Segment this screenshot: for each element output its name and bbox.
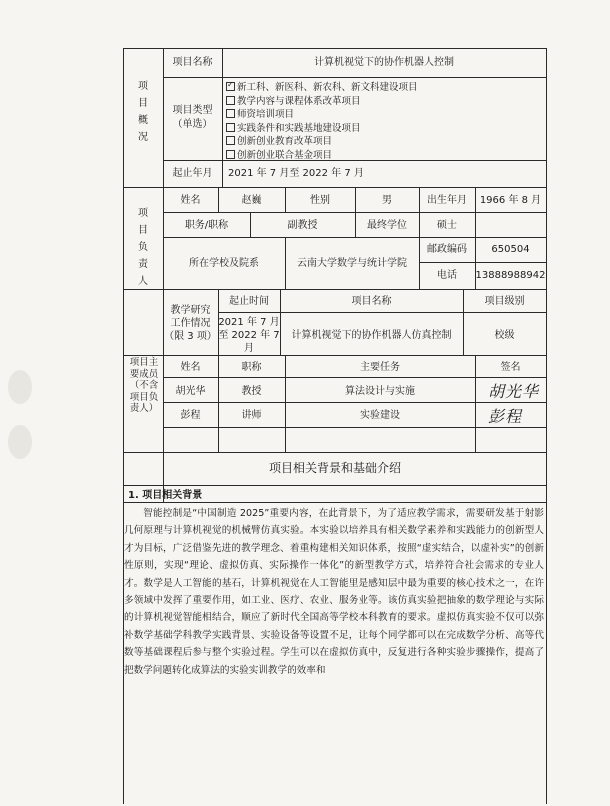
birth-value: 1966 年 8 月 <box>479 195 542 206</box>
grid-line <box>123 502 547 503</box>
research-label: 工作情况 <box>170 318 211 329</box>
member-signature: 胡光华 <box>488 382 540 401</box>
period-value: 2021 年 7 月至 2022 年 7 月 <box>228 168 364 179</box>
gender-label: 性别 <box>310 195 330 206</box>
grid-line <box>123 187 547 188</box>
postcode-value: 650504 <box>491 244 530 255</box>
period-label: 起止年月 <box>172 168 213 179</box>
type-option[interactable]: 创新创业联合基金项目 <box>226 149 418 163</box>
research-row-time: 2021 年 7 月 <box>218 317 280 328</box>
checkbox-icon[interactable] <box>226 96 235 105</box>
gender-value: 男 <box>382 195 392 206</box>
grid-line <box>218 312 547 313</box>
job-title-label: 职务/职称 <box>184 220 229 231</box>
scan-smudge <box>8 370 32 404</box>
grid-line <box>163 77 547 78</box>
project-name-label: 项目名称 <box>172 57 213 68</box>
table-top-border <box>123 48 547 49</box>
research-col-name: 项目名称 <box>351 296 392 307</box>
birth-label: 出生年月 <box>427 195 467 206</box>
research-row-name: 计算机视觉下的协作机器人仿真控制 <box>291 330 452 341</box>
type-option[interactable]: 实践条件和实践基地建设项目 <box>226 122 418 136</box>
member-name: 胡光华 <box>175 386 206 397</box>
project-type-note: （单选） <box>172 119 213 130</box>
section-leader-label: 项目负责人 <box>138 208 148 287</box>
grid-line <box>123 289 547 290</box>
phone-value: 13888988942 <box>475 270 546 281</box>
school-label: 所在学校及院系 <box>189 258 259 269</box>
checkbox-icon[interactable] <box>226 150 235 159</box>
school-value: 云南大学数学与统计学院 <box>297 258 407 269</box>
type-option[interactable]: 教学内容与课程体系改革项目 <box>226 95 418 109</box>
member-task: 实验建设 <box>360 410 400 421</box>
member-col-title: 职称 <box>241 362 262 373</box>
type-option[interactable]: ✓新工科、新医科、新农科、新文科建设项目 <box>226 81 418 95</box>
background-paragraph: 智能控制是“中国制造 2025”重要内容，在此背景下，为了适应教学需求，需要研发基于射影几何原理与计算机视觉的机械臂仿真实验。本实验以培养具有相关数学素养和实践能力的创新型人才为目标，广泛借鉴先进的教学理念、着重构建相关知识体系，按照“虚实结合，以虚补实”的创新性原则，实现“理论、虚拟仿真、实际操作一体化”的新型教学方式，培养符合社会需求的专业人才。数学是人工智能的基石，计算机视觉在人工智能里是感知层中最为重要的核心技术之一，在许多领域中发挥了重要作用，如工业、医疗、农业、服务业等。该仿真实验把抽象的数学理论与实际的计算机视觉智能相结合，顺应了新时代全国高等学校本科教育的要求。虚拟仿真实验不仅可以弥补数学基础学科教学实践背景、实验设备等设置不足，让每个同学都可以在完成数学分析、高等代数等基础课程后参与整个实验过程。学生可以在虚拟仿真中，反复进行各种实验步骤操作，提高了把数学问题转化成算法的实验实训教学的效率和 <box>124 508 544 676</box>
grid-line <box>163 402 547 403</box>
member-signature: 彭程 <box>488 407 523 426</box>
degree-value: 硕士 <box>437 220 457 231</box>
grid-line <box>163 427 547 428</box>
background-subheading: 1. 项目相关背景 <box>128 490 203 501</box>
leader-name-label: 姓名 <box>180 195 201 206</box>
member-title: 教授 <box>241 386 262 397</box>
grid-line <box>123 355 547 356</box>
project-name-value: 计算机视觉下的协作机器人控制 <box>314 57 454 68</box>
checkbox-icon[interactable] <box>226 109 235 118</box>
grid-line <box>419 262 547 263</box>
member-col-sign: 签名 <box>500 362 521 373</box>
leader-name-value: 赵巍 <box>241 195 262 206</box>
type-option[interactable]: 师资培训项目 <box>226 108 418 122</box>
research-row-level: 校级 <box>494 330 515 341</box>
research-label: 教学研究 <box>170 305 211 316</box>
grid-line <box>163 377 547 378</box>
type-option[interactable]: 创新创业教育改革项目 <box>226 135 418 149</box>
project-type-label: 项目类型 <box>172 105 213 116</box>
research-col-time: 起止时间 <box>229 296 269 307</box>
grid-line <box>163 237 547 238</box>
job-title-value: 副教授 <box>287 220 318 231</box>
section-members-label: 项目主要成员（不含项目负责人） <box>129 357 159 414</box>
table-left-border <box>123 48 124 804</box>
member-task: 算法设计与实施 <box>345 386 415 397</box>
scan-smudge <box>8 425 32 459</box>
grid-line <box>123 485 547 486</box>
member-col-name: 姓名 <box>180 362 201 373</box>
grid-line <box>123 452 547 453</box>
postcode-label: 邮政编码 <box>427 244 467 255</box>
member-name: 彭程 <box>180 410 201 421</box>
checkbox-icon[interactable] <box>226 123 235 132</box>
checkbox-checked-icon[interactable] <box>226 82 235 91</box>
research-row-time: 月 <box>244 343 254 354</box>
member-col-task: 主要任务 <box>360 362 400 373</box>
phone-label: 电话 <box>437 270 457 281</box>
grid-line <box>222 48 223 188</box>
project-type-options <box>226 81 418 162</box>
research-label: （限 3 项） <box>164 331 217 342</box>
table-right-border <box>546 48 547 804</box>
research-row-time: 至 2022 年 7 <box>218 330 280 341</box>
research-col-level: 项目级别 <box>484 296 525 307</box>
member-title: 讲师 <box>241 410 262 421</box>
background-heading: 项目相关背景和基础介绍 <box>268 461 401 475</box>
checkbox-icon[interactable] <box>226 136 235 145</box>
degree-label: 最终学位 <box>367 220 407 231</box>
section-overview-label: 项目概况 <box>138 81 148 143</box>
